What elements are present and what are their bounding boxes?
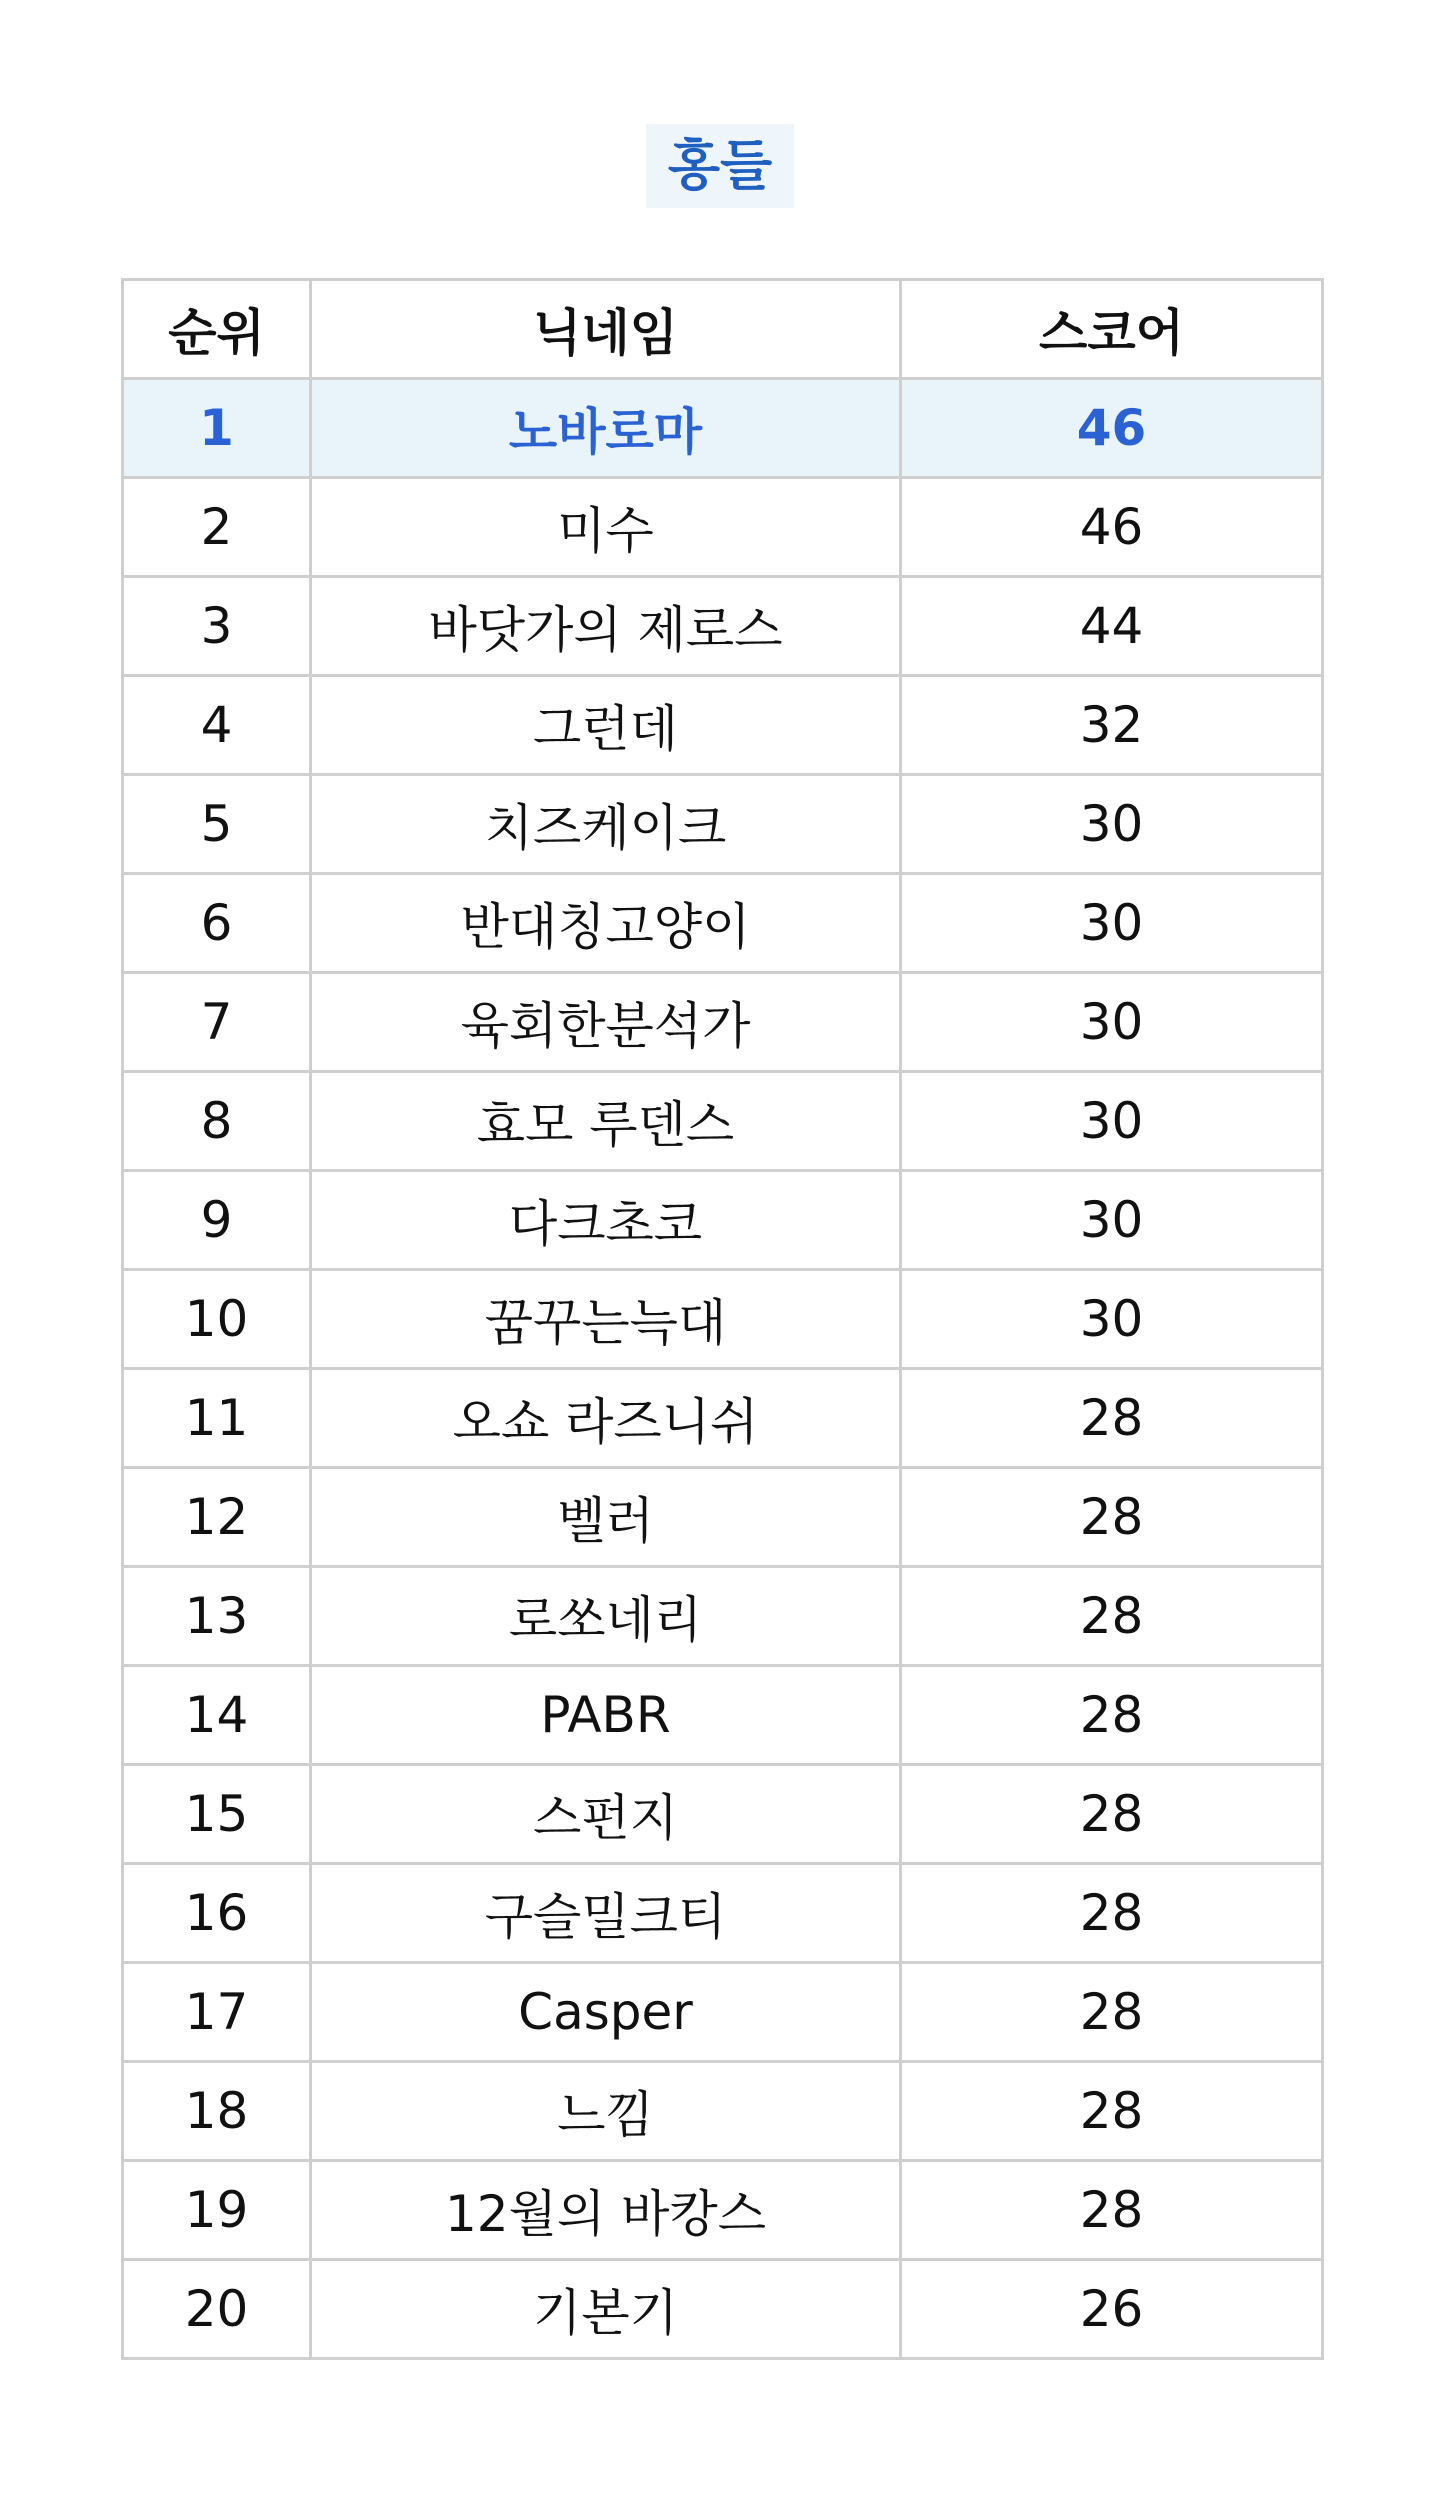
nickname-cell: 다크초코 xyxy=(311,1171,901,1270)
rank-cell: 16 xyxy=(123,1864,311,1963)
nickname-cell: 꿈꾸는늑대 xyxy=(311,1270,901,1369)
header-row xyxy=(123,280,1323,379)
nickname-cell: 12월의 바캉스 xyxy=(311,2161,901,2260)
rank-cell: 1 xyxy=(123,379,311,478)
rank-cell: 2 xyxy=(123,478,311,577)
nickname-cell: 기본기 xyxy=(311,2260,901,2359)
header-nickname: 닉네임 xyxy=(311,280,901,379)
score-cell: 28 xyxy=(901,1765,1323,1864)
nickname-cell: 그런데 xyxy=(311,676,901,775)
table-row xyxy=(123,2260,1323,2359)
nickname-cell: 바닷가의 제로스 xyxy=(311,577,901,676)
rank-cell: 20 xyxy=(123,2260,311,2359)
nickname-cell: 노바로마 xyxy=(311,379,901,478)
rank-cell: 13 xyxy=(123,1567,311,1666)
score-cell: 30 xyxy=(901,874,1323,973)
rank-cell: 8 xyxy=(123,1072,311,1171)
table-row xyxy=(123,478,1323,577)
table-row xyxy=(123,973,1323,1072)
table-row xyxy=(123,1666,1323,1765)
rank-cell: 14 xyxy=(123,1666,311,1765)
score-cell: 28 xyxy=(901,2062,1323,2161)
score-cell: 28 xyxy=(901,1864,1323,1963)
nickname-cell: PABR xyxy=(311,1666,901,1765)
table-row xyxy=(123,1864,1323,1963)
score-cell: 32 xyxy=(901,676,1323,775)
ranking-table xyxy=(121,278,1324,2360)
score-cell: 30 xyxy=(901,973,1323,1072)
rank-cell: 12 xyxy=(123,1468,311,1567)
header-score: 스코어 xyxy=(901,280,1323,379)
nickname-cell: 오쇼 라즈니쉬 xyxy=(311,1369,901,1468)
score-cell: 28 xyxy=(901,1963,1323,2062)
rank-cell: 6 xyxy=(123,874,311,973)
rank-cell: 3 xyxy=(123,577,311,676)
rank-cell: 7 xyxy=(123,973,311,1072)
score-cell: 30 xyxy=(901,1072,1323,1171)
score-cell: 46 xyxy=(901,478,1323,577)
table-row xyxy=(123,1369,1323,1468)
score-cell: 26 xyxy=(901,2260,1323,2359)
table-row xyxy=(123,1072,1323,1171)
nickname-cell: 육회한분석가 xyxy=(311,973,901,1072)
table-row xyxy=(123,1567,1323,1666)
rank-cell: 4 xyxy=(123,676,311,775)
table-row xyxy=(123,379,1323,478)
table-row xyxy=(123,1963,1323,2062)
table-row xyxy=(123,874,1323,973)
rank-cell: 9 xyxy=(123,1171,311,1270)
rank-cell: 5 xyxy=(123,775,311,874)
nickname-cell: 구슬밀크티 xyxy=(311,1864,901,1963)
score-cell: 30 xyxy=(901,1270,1323,1369)
rank-cell: 17 xyxy=(123,1963,311,2062)
title-container xyxy=(0,124,1440,208)
nickname-cell: 치즈케이크 xyxy=(311,775,901,874)
table-row xyxy=(123,2062,1323,2161)
table-row xyxy=(123,1171,1323,1270)
nickname-cell: 스펀지 xyxy=(311,1765,901,1864)
table-row xyxy=(123,1468,1323,1567)
header-rank: 순위 xyxy=(123,280,311,379)
nickname-cell: 반대칭고양이 xyxy=(311,874,901,973)
score-cell: 28 xyxy=(901,1666,1323,1765)
score-cell: 44 xyxy=(901,577,1323,676)
table-row xyxy=(123,577,1323,676)
score-cell: 30 xyxy=(901,775,1323,874)
table-row xyxy=(123,676,1323,775)
score-cell: 28 xyxy=(901,1468,1323,1567)
page-title: 홍들 xyxy=(646,124,794,208)
nickname-cell: 느낌 xyxy=(311,2062,901,2161)
score-cell: 28 xyxy=(901,2161,1323,2260)
score-cell: 28 xyxy=(901,1567,1323,1666)
rank-cell: 11 xyxy=(123,1369,311,1468)
nickname-cell: 미수 xyxy=(311,478,901,577)
score-cell: 46 xyxy=(901,379,1323,478)
table-row xyxy=(123,2161,1323,2260)
rank-cell: 15 xyxy=(123,1765,311,1864)
nickname-cell: Casper xyxy=(311,1963,901,2062)
score-cell: 28 xyxy=(901,1369,1323,1468)
score-cell: 30 xyxy=(901,1171,1323,1270)
table-row xyxy=(123,1270,1323,1369)
table-row xyxy=(123,775,1323,874)
nickname-cell: 벨러 xyxy=(311,1468,901,1567)
nickname-cell: 로쏘네리 xyxy=(311,1567,901,1666)
rank-cell: 18 xyxy=(123,2062,311,2161)
table-row xyxy=(123,1765,1323,1864)
rank-cell: 10 xyxy=(123,1270,311,1369)
nickname-cell: 효모 루덴스 xyxy=(311,1072,901,1171)
rank-cell: 19 xyxy=(123,2161,311,2260)
